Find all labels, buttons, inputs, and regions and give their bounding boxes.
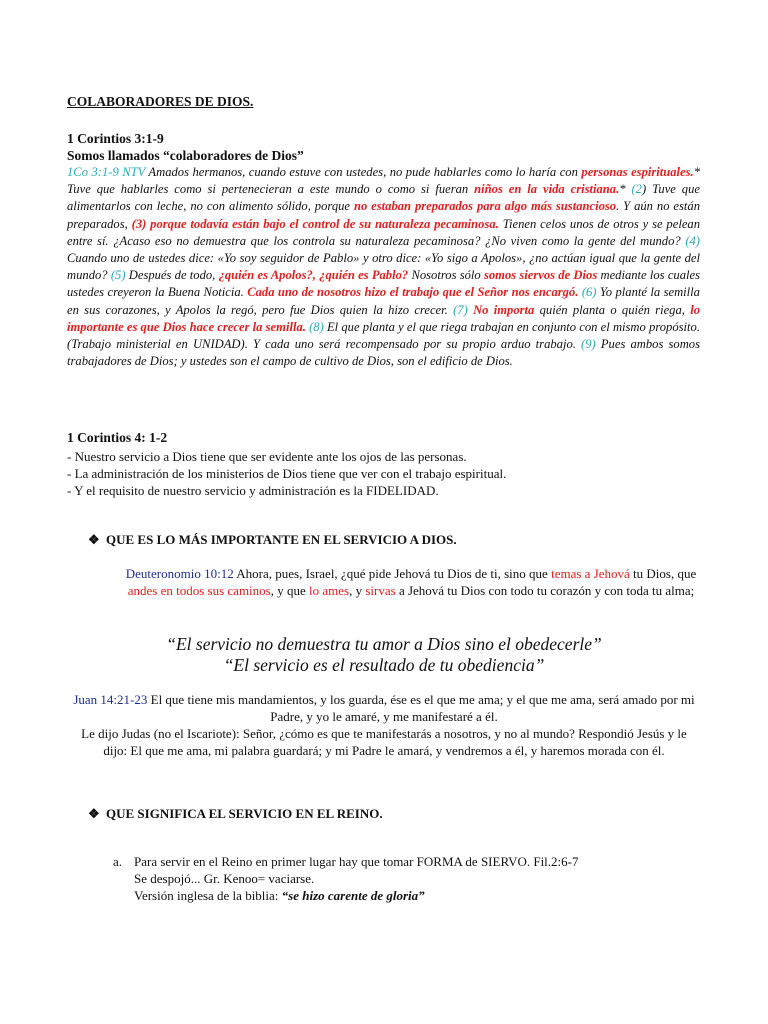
heading-bullet-1 (88, 532, 457, 548)
verse-text: El que tiene mis mandamientos, y los guarda, ése es el que me ama; y el que me ama, será amado por mi Padre, y yo le amaré, y me manifestaré a él. (147, 692, 695, 724)
section2-list (67, 448, 506, 499)
verse-number: (3) (131, 216, 147, 231)
verse-emphasis: lo ames (309, 583, 350, 598)
passage-emphasis: no estaban preparados para algo más sustancioso (353, 199, 617, 214)
passage-text: Tienen celos unos de otros y se pelean entre sí. ¿Acaso eso no demuestra que los controla su naturaleza pecaminosa? ¿No viven como la gente del mundo? (67, 216, 700, 248)
passage-text: mediante los cuales ustedes creyeron la Buena Noticia. (67, 268, 700, 300)
passage-text: quién planta o quién riega, (534, 302, 691, 317)
verse-number: (8) (309, 319, 324, 334)
verse-number: (4) (685, 233, 700, 248)
item-line: Versión inglesa de la biblia: (134, 888, 282, 903)
verse-emphasis: sirvas (365, 583, 396, 598)
bullet-heading-text: QUE ES LO MÁS IMPORTANTE EN EL SERVICIO A DIOS. (106, 532, 457, 547)
john-verse-2: Le dijo Judas (no el Iscariote): Señor, ¿cómo es que te manifestarás a nosotros, y no al mundo? Respondió Jesús y le dijo: El que me ama, mi palabra guardará; y mi Padre le amará, y vendremos a él, y haremos morada con él. (81, 726, 687, 758)
item-line: Se despojó... Gr. Kenoo= vaciarse. (134, 871, 315, 886)
passage-emphasis: personas espirituales. (581, 165, 694, 179)
verse-reference: Deuteronomio 10:12 (125, 566, 234, 581)
passage-emphasis: No importa (473, 302, 535, 317)
passage-text: Yo planté la semilla en sus corazones, y Apolos la regó, pero fue Dios quien la hizo crecer. (67, 285, 700, 317)
passage-text: El que planta y el que riega trabajan en conjunto con el mismo propósito. (Trabajo ministerial en UNIDAD). Y cada uno será recompensado por su propio arduo trabajo. (67, 319, 700, 352)
deuteronomy-verse (116, 565, 706, 599)
passage-text: Pues ambos somos trabajadores de Dios; y ustedes son el campo de cultivo de Dios, son el edificio de Dios. (67, 337, 700, 369)
verse-number: (2 (631, 182, 642, 197)
verse-text: , y (349, 583, 366, 598)
page-title: COLABORADORES DE DIOS. (67, 94, 254, 109)
diamond-bullet-icon: ❖ (88, 532, 100, 547)
verse-text: , y que (270, 583, 310, 598)
verse-emphasis: temas a Jehová (551, 566, 630, 581)
passage-emphasis: niños en la vida cristiana. (474, 182, 620, 197)
verse-text: a Jehová tu Dios con todo tu corazón y con toda tu alma; (395, 583, 695, 598)
passage-text: ) Tuve que alimentarlos con leche, no con alimento sólido, porque (67, 182, 700, 214)
verse-text: Ahora, pues, Israel, ¿qué pide Jehová tu Dios de ti, sino que (233, 566, 552, 581)
corinthians-passage (67, 164, 700, 370)
verse-number: (5) (110, 268, 126, 283)
item-letter: a. (113, 854, 123, 869)
list-item: - Y el requisito de nuestro servicio y administración es la FIDELIDAD. (67, 483, 439, 498)
section1-subtitle: Somos llamados “colaboradores de Dios” (67, 148, 304, 163)
passage-reference: 1Co 3:1-9 NTV (67, 165, 146, 179)
section2-reference: 1 Corintios 4: 1-2 (67, 430, 168, 445)
list-item-a (113, 853, 579, 904)
item-emphasis: “se hizo carente de gloria” (281, 888, 425, 903)
verse-number: (6) (581, 285, 597, 300)
verse-number: (9) (581, 337, 596, 352)
passage-emphasis: porque todavía están bajo el control de su naturaleza pecaminosa. (146, 216, 499, 231)
heading-bullet-2 (88, 806, 383, 822)
list-item: - Nuestro servicio a Dios tiene que ser evidente ante los ojos de las personas. (67, 449, 467, 464)
section1-reference: 1 Corintios 3:1-9 (67, 131, 164, 146)
passage-text: Nosotros sólo (408, 268, 484, 283)
passage-text: * (619, 182, 632, 197)
verse-text: tu Dios, que (629, 566, 697, 581)
john-verse-1 (70, 691, 698, 725)
diamond-bullet-icon: ❖ (88, 806, 100, 821)
passage-emphasis: ¿quién es Apolos?, ¿quién es Pablo? (218, 268, 409, 283)
passage-text: Después de todo, (125, 268, 219, 283)
passage-emphasis: somos siervos de Dios (483, 268, 598, 283)
bullet-heading-text: QUE SIGNIFICA EL SERVICIO EN EL REINO. (106, 806, 383, 821)
verse-emphasis: andes en todos sus caminos (127, 583, 271, 598)
quote-1: “El servicio no demuestra tu amor a Dios sino el obedecerle” (166, 634, 602, 654)
passage-text: * Tuve que hablarles como si pertenecieran a este mundo o como si fueran (67, 165, 700, 197)
passage-text: Amados hermanos, cuando estuve con ustedes, no pude hablarles como lo haría con (145, 165, 582, 179)
passage-emphasis: Cada uno de nosotros hizo el trabajo que el Señor nos encargó. (247, 285, 579, 300)
item-line: Para servir en el Reino en primer lugar hay que tomar FORMA de SIERVO. Fil.2:6-7 (134, 854, 579, 869)
quote-2: “El servicio es el resultado de tu obediencia” (223, 655, 545, 675)
verse-reference: Juan 14:21-23 (73, 692, 148, 707)
list-item: - La administración de los ministerios de Dios tiene que ver con el trabajo espiritual. (67, 466, 507, 481)
passage-text: . Y aún no están preparados, (67, 199, 700, 231)
passage-emphasis: lo importante es que Dios hace crecer la semilla. (67, 302, 700, 334)
verse-number: (7) (453, 302, 468, 317)
passage-text: Cuando uno de ustedes dice: «Yo soy seguidor de Pablo» y otro dice: «Yo sigo a Apolos», ¿no actúan igual que la gente del mundo? (67, 251, 700, 283)
